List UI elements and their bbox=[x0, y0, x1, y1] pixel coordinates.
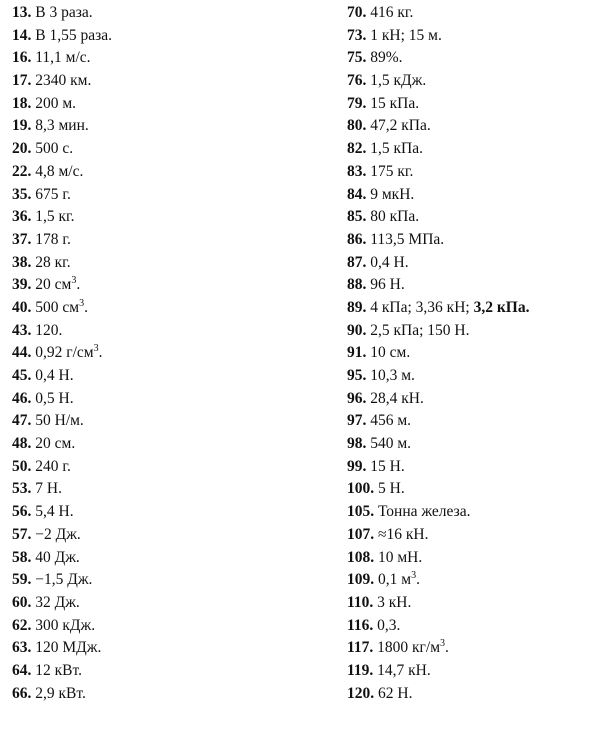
answer-value bbox=[35, 27, 112, 44]
answer-text: 200 м. bbox=[35, 94, 77, 112]
answer-text: 80 кПа. bbox=[370, 208, 420, 226]
answer-text: 10,3 м. bbox=[370, 367, 415, 384]
answer-number: 99. bbox=[347, 457, 367, 475]
answer-value bbox=[35, 276, 80, 293]
answer-number: 76. bbox=[347, 72, 367, 90]
answer-text: 500 см bbox=[35, 298, 80, 316]
answer-value bbox=[370, 231, 444, 248]
answer-number: 60. bbox=[12, 593, 32, 611]
answer-text: 0,4 Н. bbox=[35, 367, 74, 384]
answer-value bbox=[35, 186, 71, 203]
answer-number: 108. bbox=[347, 548, 375, 566]
answers-column-left bbox=[12, 2, 312, 705]
answer-item bbox=[347, 524, 612, 547]
answer-value bbox=[370, 435, 411, 452]
answer-value bbox=[35, 117, 89, 134]
answer-text: 300 кДж. bbox=[35, 616, 96, 634]
answer-text: 3 кН. bbox=[377, 593, 412, 611]
answer-value bbox=[35, 662, 82, 679]
answer-number: 110. bbox=[347, 593, 374, 611]
answer-value bbox=[35, 208, 74, 225]
answer-number: 44. bbox=[12, 344, 32, 362]
answer-number: 47. bbox=[12, 412, 32, 430]
answer-item bbox=[12, 501, 312, 524]
answer-item bbox=[12, 47, 312, 70]
answers-column-right bbox=[347, 2, 612, 705]
answer-number: 37. bbox=[12, 230, 32, 248]
answer-value bbox=[35, 412, 84, 429]
answer-text: 50 Н/м. bbox=[35, 412, 84, 430]
answer-value bbox=[378, 549, 422, 566]
answer-item bbox=[12, 161, 312, 184]
answer-item bbox=[347, 47, 612, 70]
answer-value bbox=[370, 322, 469, 339]
answer-text: 0,3. bbox=[377, 616, 401, 634]
answer-number: 98. bbox=[347, 435, 367, 453]
answer-text: 32 Дж. bbox=[35, 593, 80, 611]
answer-text: 14,7 кН. bbox=[377, 661, 431, 679]
answer-value bbox=[35, 367, 73, 384]
answer-item bbox=[347, 25, 612, 48]
answer-value bbox=[377, 639, 449, 656]
answer-text: 7 Н. bbox=[35, 480, 62, 498]
answer-value bbox=[378, 571, 420, 588]
answer-value bbox=[377, 662, 431, 679]
answer-number: 89. bbox=[347, 298, 367, 316]
answer-item bbox=[347, 365, 612, 388]
answer-value bbox=[378, 526, 428, 543]
answer-text: 4 кПа; 3,36 кН; bbox=[370, 298, 474, 316]
answer-item bbox=[347, 184, 612, 207]
answer-item bbox=[347, 637, 612, 660]
answer-text: 15 кПа. bbox=[370, 94, 420, 112]
answer-text: 120. bbox=[35, 321, 63, 339]
answer-number: 90. bbox=[347, 321, 367, 339]
answer-number: 79. bbox=[347, 94, 367, 112]
answer-item bbox=[12, 297, 312, 320]
answer-item bbox=[347, 70, 612, 93]
answer-value bbox=[378, 503, 470, 520]
answer-text: Тонна железа. bbox=[378, 503, 471, 521]
answer-text: 1800 кг/м bbox=[377, 639, 441, 657]
answer-value bbox=[370, 95, 419, 112]
answer-item bbox=[12, 547, 312, 570]
answer-number: 16. bbox=[12, 49, 32, 67]
answer-value bbox=[378, 480, 405, 497]
answer-value bbox=[370, 72, 426, 89]
answer-item bbox=[347, 456, 612, 479]
answer-number: 91. bbox=[347, 344, 367, 362]
answer-item bbox=[347, 683, 612, 706]
answer-text: 1,5 кДж. bbox=[370, 72, 427, 90]
answer-number: 38. bbox=[12, 253, 32, 271]
answer-item bbox=[12, 478, 312, 501]
answer-value bbox=[370, 186, 414, 203]
answer-number: 40. bbox=[12, 298, 32, 316]
answer-item bbox=[12, 456, 312, 479]
answer-number: 105. bbox=[347, 503, 375, 521]
answer-value bbox=[35, 480, 62, 497]
answer-number: 97. bbox=[347, 412, 367, 430]
answer-superscript: 3 bbox=[411, 570, 417, 582]
answer-value bbox=[370, 4, 413, 21]
answer-text: 5 Н. bbox=[378, 480, 405, 498]
answer-text: 10 мН. bbox=[378, 548, 423, 566]
answer-text: 456 м. bbox=[370, 412, 412, 430]
answer-text: 10 см. bbox=[370, 344, 411, 362]
answer-suffix: . bbox=[76, 276, 81, 294]
answer-value bbox=[35, 571, 92, 588]
answer-text: 2,9 кВт. bbox=[35, 684, 86, 702]
answer-item bbox=[347, 161, 612, 184]
answer-item bbox=[12, 93, 312, 116]
answer-text: 0,5 Н. bbox=[35, 389, 74, 407]
answer-number: 75. bbox=[347, 49, 367, 67]
answer-value bbox=[370, 390, 424, 407]
answer-item bbox=[347, 660, 612, 683]
answer-value bbox=[370, 276, 404, 293]
answer-value bbox=[370, 208, 419, 225]
answer-item bbox=[12, 25, 312, 48]
answer-text: 40 Дж. bbox=[35, 548, 80, 566]
answer-item bbox=[12, 683, 312, 706]
answer-number: 57. bbox=[12, 525, 32, 543]
answer-number: 84. bbox=[347, 185, 367, 203]
answer-item bbox=[12, 410, 312, 433]
answer-suffix: . bbox=[98, 344, 103, 362]
answer-item bbox=[12, 70, 312, 93]
answer-item bbox=[347, 592, 612, 615]
answer-item bbox=[12, 433, 312, 456]
answer-item bbox=[347, 274, 612, 297]
answer-value bbox=[370, 117, 430, 134]
answer-item bbox=[12, 365, 312, 388]
answer-value bbox=[35, 140, 73, 157]
answer-number: 86. bbox=[347, 230, 367, 248]
answer-number: 100. bbox=[347, 480, 375, 498]
answer-superscript: 3 bbox=[440, 638, 446, 650]
answer-text: 416 кг. bbox=[370, 4, 414, 21]
answer-text: 15 Н. bbox=[370, 457, 405, 475]
answer-text: 540 м. bbox=[370, 435, 412, 453]
answer-value bbox=[35, 322, 62, 339]
answer-number: 66. bbox=[12, 684, 32, 702]
answer-value bbox=[370, 367, 415, 384]
answer-text: 175 кг. bbox=[370, 162, 414, 180]
answer-item bbox=[347, 478, 612, 501]
answer-value bbox=[370, 163, 413, 180]
answer-text: 20 см bbox=[35, 276, 72, 294]
answer-item bbox=[347, 388, 612, 411]
answer-text: −1,5 Дж. bbox=[35, 571, 93, 589]
answer-text: 178 г. bbox=[35, 230, 71, 248]
answer-value bbox=[35, 95, 76, 112]
answer-text: 20 см. bbox=[35, 435, 76, 453]
answer-text: 1 кН; 15 м. bbox=[370, 26, 442, 44]
answer-value bbox=[370, 458, 404, 475]
answer-item bbox=[347, 2, 612, 25]
answer-number: 95. bbox=[347, 367, 367, 384]
answer-number: 82. bbox=[347, 140, 367, 158]
answer-number: 50. bbox=[12, 457, 32, 475]
answer-text: 8,3 мин. bbox=[35, 117, 89, 135]
answer-number: 19. bbox=[12, 117, 32, 135]
answer-superscript: 3 bbox=[71, 275, 77, 287]
answer-number: 87. bbox=[347, 253, 367, 271]
answer-value bbox=[370, 49, 402, 66]
answer-value bbox=[370, 140, 423, 157]
answer-text: 28,4 кН. bbox=[370, 389, 424, 407]
answer-item bbox=[12, 524, 312, 547]
answer-text: 96 Н. bbox=[370, 276, 405, 294]
answer-value bbox=[35, 458, 71, 475]
answer-number: 62. bbox=[12, 616, 32, 634]
answer-item bbox=[12, 342, 312, 365]
answer-number: 80. bbox=[347, 117, 367, 135]
answer-item bbox=[347, 615, 612, 638]
answer-number: 120. bbox=[347, 684, 375, 702]
answer-text: −2 Дж. bbox=[35, 525, 81, 543]
answer-item bbox=[12, 115, 312, 138]
answer-text: 2340 км. bbox=[35, 72, 92, 90]
answer-number: 107. bbox=[347, 525, 375, 543]
answer-item bbox=[12, 206, 312, 229]
answer-text: 240 г. bbox=[35, 457, 71, 475]
answer-number: 43. bbox=[12, 321, 32, 339]
answer-item bbox=[12, 615, 312, 638]
answer-value bbox=[370, 412, 411, 429]
answer-number: 56. bbox=[12, 503, 32, 521]
answer-value bbox=[378, 685, 412, 702]
answer-number: 85. bbox=[347, 208, 367, 226]
answer-item bbox=[347, 229, 612, 252]
answer-item bbox=[347, 320, 612, 343]
answer-item bbox=[12, 229, 312, 252]
answer-text: 2,5 кПа; 150 Н. bbox=[370, 321, 470, 339]
answer-text: 0,92 г/см bbox=[35, 344, 94, 362]
answer-text: 675 г. bbox=[35, 185, 71, 203]
answer-number: 20. bbox=[12, 140, 32, 158]
answer-item bbox=[347, 206, 612, 229]
answer-value bbox=[35, 49, 90, 66]
answer-number: 64. bbox=[12, 661, 32, 679]
answer-number: 59. bbox=[12, 571, 32, 589]
answer-value bbox=[35, 617, 95, 634]
answer-text: 5,4 Н. bbox=[35, 503, 74, 521]
answer-suffix: . bbox=[445, 639, 449, 657]
answer-number: 46. bbox=[12, 389, 32, 407]
answer-item bbox=[12, 660, 312, 683]
answer-text: 500 с. bbox=[35, 140, 74, 158]
answer-item bbox=[347, 115, 612, 138]
answer-number: 96. bbox=[347, 389, 367, 407]
answer-superscript: 3 bbox=[93, 343, 99, 355]
answer-item bbox=[12, 274, 312, 297]
answer-number: 117. bbox=[347, 639, 374, 657]
answer-item bbox=[347, 252, 612, 275]
answer-text: 1,5 кг. bbox=[35, 208, 75, 226]
answer-value bbox=[35, 549, 80, 566]
answer-text: 1,5 кПа. bbox=[370, 140, 423, 158]
answer-number: 109. bbox=[347, 571, 375, 589]
answer-value bbox=[35, 435, 75, 452]
answer-suffix: . bbox=[84, 298, 88, 316]
answer-number: 13. bbox=[12, 4, 32, 21]
answer-item bbox=[347, 433, 612, 456]
answer-value bbox=[370, 27, 442, 44]
answer-number: 83. bbox=[347, 162, 367, 180]
answer-text: ≈16 кН. bbox=[378, 525, 429, 543]
answer-number: 14. bbox=[12, 26, 32, 44]
answer-value bbox=[35, 254, 70, 271]
answer-text: В 3 раза. bbox=[35, 4, 93, 21]
answer-item bbox=[347, 501, 612, 524]
answer-text: 11,1 м/с. bbox=[35, 49, 91, 67]
answer-item bbox=[347, 93, 612, 116]
answer-item bbox=[12, 637, 312, 660]
answer-item bbox=[12, 138, 312, 161]
answer-value bbox=[35, 639, 101, 656]
answer-number: 18. bbox=[12, 94, 32, 112]
answer-number: 39. bbox=[12, 276, 32, 294]
answer-value bbox=[35, 390, 73, 407]
answer-superscript: 3 bbox=[79, 297, 85, 309]
answer-text: 62 Н. bbox=[378, 684, 413, 702]
answer-value bbox=[35, 4, 92, 21]
answer-text: 89%. bbox=[370, 49, 403, 67]
answer-value bbox=[370, 299, 529, 316]
answer-number: 58. bbox=[12, 548, 32, 566]
answer-item bbox=[347, 547, 612, 570]
answer-item bbox=[12, 569, 312, 592]
answer-item bbox=[347, 410, 612, 433]
answer-number: 119. bbox=[347, 661, 374, 679]
answer-item bbox=[347, 297, 612, 320]
answer-number: 45. bbox=[12, 367, 32, 384]
answer-value bbox=[35, 503, 73, 520]
answer-text: 113,5 МПа. bbox=[370, 230, 445, 248]
answer-value bbox=[35, 526, 81, 543]
answer-number: 17. bbox=[12, 72, 32, 90]
answer-value bbox=[35, 299, 88, 316]
answer-item bbox=[347, 342, 612, 365]
answer-item bbox=[12, 2, 312, 25]
answer-number: 36. bbox=[12, 208, 32, 226]
answer-bold-part: 3,2 кПа. bbox=[473, 298, 530, 316]
answer-number: 73. bbox=[347, 26, 367, 44]
answer-text: 0,1 м bbox=[378, 571, 412, 589]
answer-number: 63. bbox=[12, 639, 32, 657]
answer-item bbox=[347, 569, 612, 592]
answer-number: 35. bbox=[12, 185, 32, 203]
answer-suffix: . bbox=[416, 571, 420, 589]
answer-number: 88. bbox=[347, 276, 367, 294]
answer-item bbox=[12, 252, 312, 275]
answer-text: 9 мкН. bbox=[370, 185, 415, 203]
answer-text: 47,2 кПа. bbox=[370, 117, 431, 135]
answer-item bbox=[12, 320, 312, 343]
answer-value bbox=[370, 344, 410, 361]
answer-value bbox=[35, 231, 71, 248]
answer-number: 53. bbox=[12, 480, 32, 498]
answer-text: 12 кВт. bbox=[35, 661, 82, 679]
answer-value bbox=[35, 594, 80, 611]
answer-value bbox=[35, 344, 102, 361]
answer-value bbox=[370, 254, 408, 271]
answer-value bbox=[377, 594, 411, 611]
answer-text: 0,4 Н. bbox=[370, 253, 409, 271]
answer-text: В 1,55 раза. bbox=[35, 26, 112, 44]
answer-number: 22. bbox=[12, 162, 32, 180]
answer-item bbox=[12, 184, 312, 207]
answer-number: 116. bbox=[347, 616, 374, 634]
answer-number: 70. bbox=[347, 4, 367, 21]
answer-item bbox=[347, 138, 612, 161]
answer-value bbox=[35, 685, 86, 702]
answer-value bbox=[377, 617, 400, 634]
answer-text: 28 кг. bbox=[35, 253, 71, 271]
answer-item bbox=[12, 592, 312, 615]
answer-item bbox=[12, 388, 312, 411]
answer-value bbox=[35, 163, 83, 180]
answer-number: 48. bbox=[12, 435, 32, 453]
answer-value bbox=[35, 72, 91, 89]
answer-text: 120 МДж. bbox=[35, 639, 102, 657]
answer-text: 4,8 м/с. bbox=[35, 162, 84, 180]
